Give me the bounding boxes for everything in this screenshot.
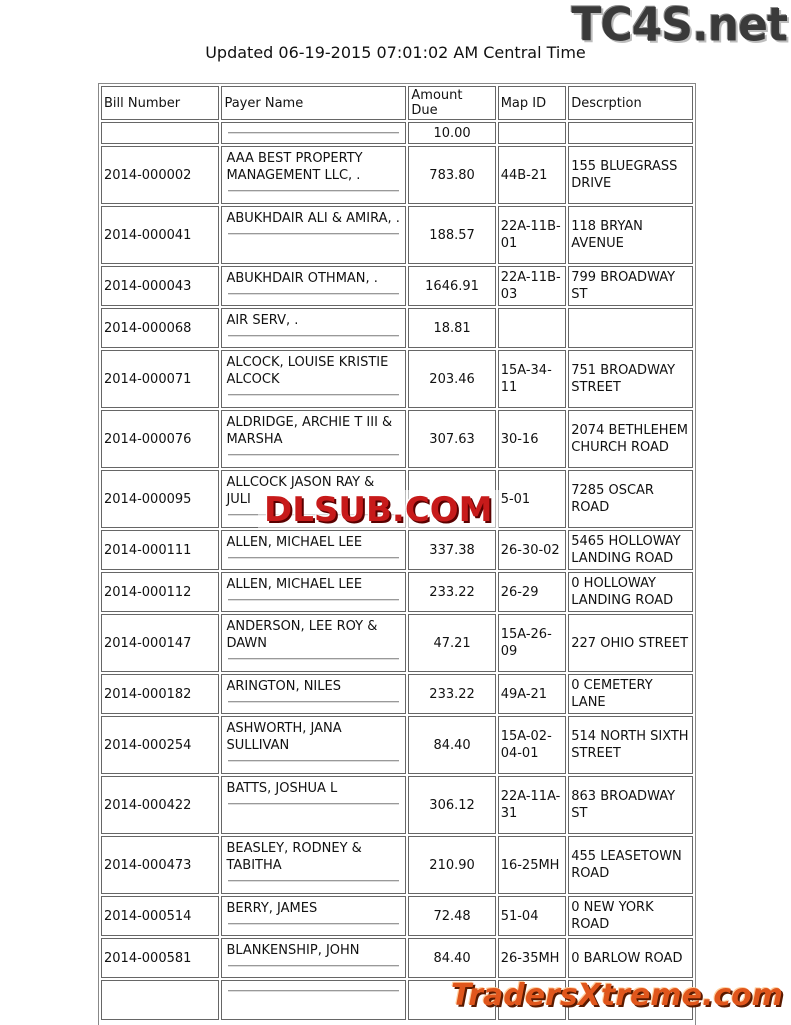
amount-due-cell: 10.00 <box>408 122 495 144</box>
payer-name-text: ALLEN, MICHAEL LEE <box>226 577 363 592</box>
table-header-row <box>101 86 693 120</box>
amount-due-cell: 1646.91 <box>408 266 495 306</box>
table-row <box>101 896 693 936</box>
payer-name-cell <box>221 266 406 306</box>
payer-name-text <box>224 982 403 986</box>
bill-number-cell: 2014-000071 <box>101 350 219 408</box>
description-cell: 118 BRYAN AVENUE <box>568 206 693 264</box>
payer-name-cell <box>221 896 406 936</box>
bill-number-cell <box>101 122 219 144</box>
amount-due-cell: 306.12 <box>408 776 495 834</box>
payer-name-text: ANDERSON, LEE ROY & DAWN <box>226 619 378 651</box>
map-id-cell: 26-29 <box>498 572 567 612</box>
payer-underline <box>228 923 399 925</box>
table-body <box>101 122 693 1020</box>
map-id-cell: 16-25MH <box>498 836 567 894</box>
amount-due-cell: 337.38 <box>408 530 495 570</box>
description-cell: 514 NORTH SIXTH STREET <box>568 716 693 774</box>
payer-name-cell <box>221 716 406 774</box>
table-row <box>101 266 693 306</box>
description-cell: 0 HOLLOWAY LANDING ROAD <box>568 572 693 612</box>
payer-name-cell <box>221 572 406 612</box>
table-row <box>101 530 693 570</box>
payer-underline <box>228 701 399 703</box>
bill-number-cell: 2014-000041 <box>101 206 219 264</box>
payer-underline <box>228 599 399 601</box>
description-cell: 227 OHIO STREET <box>568 614 693 672</box>
map-id-cell: 26-35MH <box>498 938 567 978</box>
map-id-cell <box>498 308 567 348</box>
description-cell: 0 CEMETERY LANE <box>568 674 693 714</box>
amount-due-cell: 84.40 <box>408 938 495 978</box>
payer-name-cell <box>221 308 406 348</box>
bill-number-cell: 2014-000473 <box>101 836 219 894</box>
amount-due-cell: 307.63 <box>408 410 495 468</box>
description-cell: 2074 BETHLEHEM CHURCH ROAD <box>568 410 693 468</box>
tradersxtreme-watermark: TradersXtreme.com <box>451 978 783 1013</box>
payer-name-text: ALDRIDGE, ARCHIE T III & MARSHA <box>226 415 393 447</box>
map-id-cell: 15A-02-04-01 <box>498 716 567 774</box>
payer-name-text: BERRY, JAMES <box>226 901 318 916</box>
payer-name-cell <box>221 410 406 468</box>
payer-name-cell <box>221 776 406 834</box>
amount-due-cell: 203.46 <box>408 350 495 408</box>
payer-underline <box>228 990 399 992</box>
description-cell: 455 LEASETOWN ROAD <box>568 836 693 894</box>
payer-name-cell <box>221 938 406 978</box>
payer-underline <box>228 190 399 192</box>
amount-due-cell: 783.80 <box>408 146 495 204</box>
payer-underline <box>228 803 399 805</box>
column-header-amount-due: Amount Due <box>408 86 495 120</box>
payer-name-text: ABUKHDAIR ALI & AMIRA, . <box>226 211 400 226</box>
bill-table-container <box>98 83 696 1025</box>
bill-number-cell: 2014-000043 <box>101 266 219 306</box>
payer-underline <box>228 454 399 456</box>
map-id-cell: 49A-21 <box>498 674 567 714</box>
payer-underline <box>228 132 399 134</box>
bill-number-cell: 2014-000147 <box>101 614 219 672</box>
payer-name-text: ALCOCK, LOUISE KRISTIE ALCOCK <box>226 355 389 387</box>
map-id-cell: 22A-11B-03 <box>498 266 567 306</box>
payer-underline <box>228 233 399 235</box>
payer-name-text: ARINGTON, NILES <box>226 679 341 694</box>
bill-number-cell: 2014-000068 <box>101 308 219 348</box>
description-cell <box>568 122 693 144</box>
payer-name-cell <box>221 206 406 264</box>
payer-underline <box>228 760 399 762</box>
payer-underline <box>228 557 399 559</box>
bill-number-cell: 2014-000002 <box>101 146 219 204</box>
description-cell: 799 BROADWAY ST <box>568 266 693 306</box>
bill-number-cell: 2014-000182 <box>101 674 219 714</box>
bill-number-cell: 2014-000112 <box>101 572 219 612</box>
payer-name-cell <box>221 614 406 672</box>
payer-name-text: ALLEN, MICHAEL LEE <box>226 535 363 550</box>
tc4s-logo: TC4S.net <box>571 0 787 53</box>
payer-name-text: AIR SERV, . <box>226 313 299 328</box>
amount-due-cell: 84.40 <box>408 716 495 774</box>
description-cell: 155 BLUEGRASS DRIVE <box>568 146 693 204</box>
map-id-cell: 30-16 <box>498 410 567 468</box>
updated-timestamp: Updated 06-19-2015 07:01:02 AM Central Time <box>205 43 586 62</box>
payer-underline <box>228 293 399 295</box>
column-header-payer-name: Payer Name <box>221 86 406 120</box>
table-row <box>101 206 693 264</box>
map-id-cell: 5-01 <box>498 470 567 528</box>
payer-name-cell <box>221 350 406 408</box>
table-row <box>101 776 693 834</box>
bill-table <box>99 84 695 1022</box>
table-row <box>101 836 693 894</box>
payer-name-cell <box>221 980 406 1020</box>
dlsub-watermark: DLSUB.COM <box>258 490 499 530</box>
bill-number-cell: 2014-000076 <box>101 410 219 468</box>
bill-number-cell: 2014-000422 <box>101 776 219 834</box>
payer-name-cell <box>221 836 406 894</box>
payer-name-cell <box>221 122 406 144</box>
description-cell: 751 BROADWAY STREET <box>568 350 693 408</box>
payer-name-text: AAA BEST PROPERTY MANAGEMENT LLC, . <box>226 151 363 183</box>
description-cell: 0 NEW YORK ROAD <box>568 896 693 936</box>
payer-name-text: BEASLEY, RODNEY & TABITHA <box>226 841 362 873</box>
payer-underline <box>228 394 399 396</box>
payer-underline <box>228 965 399 967</box>
table-row <box>101 350 693 408</box>
map-id-cell: 15A-34-11 <box>498 350 567 408</box>
payer-name-text: ABUKHDAIR OTHMAN, . <box>226 271 378 286</box>
bill-number-cell: 2014-000514 <box>101 896 219 936</box>
description-cell: 863 BROADWAY ST <box>568 776 693 834</box>
payer-name-cell <box>221 146 406 204</box>
table-row <box>101 122 693 144</box>
payer-underline <box>228 335 399 337</box>
table-row <box>101 572 693 612</box>
amount-due-cell: 233.22 <box>408 674 495 714</box>
table-row <box>101 716 693 774</box>
table-row <box>101 614 693 672</box>
map-id-cell: 22A-11A-31 <box>498 776 567 834</box>
amount-due-cell: 233.22 <box>408 572 495 612</box>
map-id-cell: 51-04 <box>498 896 567 936</box>
bill-number-cell: 2014-000111 <box>101 530 219 570</box>
amount-due-cell: 72.48 <box>408 896 495 936</box>
table-row <box>101 674 693 714</box>
bill-number-cell: 2014-000095 <box>101 470 219 528</box>
map-id-cell: 44B-21 <box>498 146 567 204</box>
amount-due-cell: 210.90 <box>408 836 495 894</box>
payer-name-text: ASHWORTH, JANA SULLIVAN <box>226 721 342 753</box>
amount-due-cell: 188.57 <box>408 206 495 264</box>
table-row <box>101 938 693 978</box>
table-row <box>101 410 693 468</box>
bill-number-cell <box>101 980 219 1020</box>
payer-name-text: BLANKENSHIP, JOHN <box>226 943 360 958</box>
bill-number-cell: 2014-000581 <box>101 938 219 978</box>
bill-number-cell: 2014-000254 <box>101 716 219 774</box>
payer-underline <box>228 880 399 882</box>
description-cell: 7285 OSCAR ROAD <box>568 470 693 528</box>
description-cell: 5465 HOLLOWAY LANDING ROAD <box>568 530 693 570</box>
table-row <box>101 308 693 348</box>
payer-name-cell <box>221 530 406 570</box>
payer-name-cell <box>221 674 406 714</box>
payer-underline <box>228 658 399 660</box>
column-header-map-id: Map ID <box>498 86 567 120</box>
description-cell <box>568 308 693 348</box>
table-row <box>101 146 693 204</box>
column-header-bill-number: Bill Number <box>101 86 219 120</box>
description-cell: 0 BARLOW ROAD <box>568 938 693 978</box>
payer-name-text: BATTS, JOSHUA L <box>226 781 338 796</box>
amount-due-cell: 47.21 <box>408 614 495 672</box>
map-id-cell: 26-30-02 <box>498 530 567 570</box>
map-id-cell <box>498 122 567 144</box>
payer-name-text <box>224 124 403 128</box>
map-id-cell: 22A-11B-01 <box>498 206 567 264</box>
payer-name-text: ALLCOCK JASON RAY & JULI <box>226 475 375 507</box>
column-header-description: Descrption <box>568 86 693 120</box>
amount-due-cell: 18.81 <box>408 308 495 348</box>
map-id-cell: 15A-26-09 <box>498 614 567 672</box>
